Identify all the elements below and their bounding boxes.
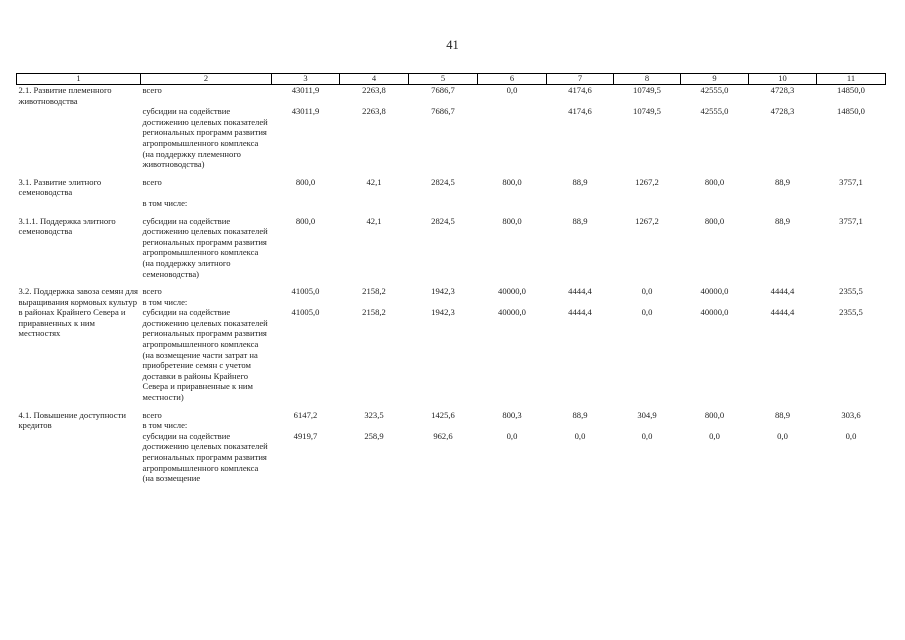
value-cell-col-9: 0,0 [709,430,720,441]
column-number-9: 9 [681,74,749,85]
table-row [17,216,886,280]
value-cell-col-9: 42555,0 [700,106,729,117]
funding-source-cell: в том числе: [142,197,188,208]
table-row [17,420,886,431]
value-cell-col-10: 88,9 [774,176,791,187]
value-cell-col-8 [614,198,681,209]
value-cell-col-10 [749,297,817,308]
spacer-cell [17,279,886,286]
column-number-6: 6 [478,74,547,85]
value-cell-col-8: 0,0 [641,307,653,318]
page-number: 41 [446,38,459,52]
value-cell-col-6: 40000,0 [498,307,526,318]
value-cell-col-5: 2824,5 [431,176,455,187]
column-number-1: 1 [17,74,141,85]
value-cell-col-6: 0,0 [506,430,518,441]
value-cell-col-3: 800,0 [295,176,316,187]
spacer-cell [17,209,886,216]
value-cell-col-3: 4919,7 [293,430,318,441]
value-cell-col-7: 0,0 [574,430,586,441]
value-cell-col-8: 304,9 [637,409,657,420]
value-cell-col-9 [681,420,749,431]
value-cell-col-5: 2824,5 [431,215,455,226]
value-cell-col-3 [272,420,340,431]
table-row [17,198,886,209]
spacer-cell [17,170,886,177]
value-cell-col-10: 88,9 [774,409,791,420]
measure-name-cell: 4.1. Повышение доступности кредитов [18,409,126,431]
value-cell-col-11 [817,420,886,431]
value-cell-col-4: 2158,2 [362,307,386,318]
column-number-header [17,74,886,85]
value-cell-col-4: 323,5 [364,409,384,420]
value-cell-col-6 [478,198,547,209]
value-cell-col-9: 40000,0 [700,286,729,297]
column-number-2: 2 [141,74,272,85]
measure-name-cell [17,106,141,170]
value-cell-col-8: 0,0 [641,286,653,297]
value-cell-col-9: 800,0 [704,215,725,226]
value-cell-col-4: 2263,8 [362,106,386,117]
value-cell-col-7: 88,9 [572,176,588,187]
value-cell-col-8: 1267,2 [635,176,659,187]
value-cell-col-4 [340,420,409,431]
value-cell-col-5 [409,198,478,209]
value-cell-col-11: 303,6 [841,409,861,420]
table-row [17,307,886,402]
value-cell-col-3: 41005,0 [291,307,320,318]
value-cell-col-6: 0,0 [506,85,518,95]
value-cell-col-10: 0,0 [777,430,788,441]
funding-source-cell: всего [142,176,162,187]
table-row [17,177,886,198]
table-row [17,410,886,421]
value-cell-col-4 [340,198,409,209]
value-cell-col-3 [272,198,340,209]
value-cell-col-4: 42,1 [366,215,382,226]
row-spacer [17,170,886,177]
value-cell-col-3: 800,0 [295,215,316,226]
column-number-4: 4 [340,74,409,85]
value-cell-col-10 [749,420,817,431]
value-cell-col-8: 10749,5 [633,106,661,117]
value-cell-col-7: 88,9 [572,215,588,226]
budget-table-container [16,73,885,484]
value-cell-col-11: 0,0 [845,430,857,441]
value-cell-col-5: 1942,3 [431,286,455,297]
value-cell-col-8: 0,0 [641,430,653,441]
value-cell-col-5: 1942,3 [431,307,455,318]
value-cell-col-3: 41005,0 [291,286,320,297]
value-cell-col-4: 2158,2 [362,286,386,297]
row-spacer [17,279,886,286]
value-cell-col-5: 7686,7 [431,106,455,117]
value-cell-col-8: 10749,5 [633,85,661,95]
column-number-5: 5 [409,74,478,85]
value-cell-col-9 [681,297,749,308]
value-cell-col-8: 1267,2 [635,215,659,226]
value-cell-col-7: 4174,6 [568,85,592,95]
value-cell-col-8 [614,297,681,308]
value-cell-col-6: 800,0 [502,215,522,226]
measure-name-cell: 3.1. Развитие элитного семеноводства [18,176,102,198]
table-row [17,106,886,170]
value-cell-col-11: 14850,0 [837,85,865,95]
value-cell-col-9: 800,0 [704,176,725,187]
funding-source-cell: субсидии на содействие достижению целевых показателей региональных программ развития агропромышленного комплекса (на возмещение части затрат на приобретение семян с учетом доставки в районы Крайнего Севера и приравненные к ним местности) [142,307,268,403]
table-row [17,431,886,484]
value-cell-col-11 [817,198,886,209]
column-number-7: 7 [547,74,614,85]
measure-name-cell: 3.2. Поддержка завоза семян для выращивания кормовых культур в районах Крайнего Севера и приравненных к ним местностях [18,286,138,339]
value-cell-col-11: 14850,0 [837,106,865,117]
value-cell-col-5: 7686,7 [431,85,455,95]
value-cell-col-11: 3757,1 [839,215,863,226]
value-cell-col-10 [749,198,817,209]
value-cell-col-7: 4444,4 [568,307,592,318]
value-cell-col-3 [272,297,340,308]
value-cell-col-7: 4444,4 [568,286,592,297]
value-cell-col-6 [478,106,547,170]
value-cell-col-8 [614,420,681,431]
budget-table [16,73,886,484]
value-cell-col-4 [340,297,409,308]
value-cell-col-6: 40000,0 [498,286,526,297]
spacer-cell [17,403,886,410]
funding-source-cell: всего [142,85,162,95]
measure-name-cell: 2.1. Развитие племенного животноводства [18,85,112,106]
funding-source-cell: всего [142,409,162,420]
table-row [17,286,886,297]
column-number-8: 8 [614,74,681,85]
table-row [17,85,886,107]
value-cell-col-7: 4174,6 [568,106,592,117]
table-row [17,297,886,308]
value-cell-col-11: 2355,5 [839,307,863,318]
column-number-3: 3 [272,74,340,85]
value-cell-col-7 [547,420,614,431]
funding-source-cell: субсидии на содействие достижению целевых показателей региональных программ развития агропромышленного комплекса (на поддержку элитного семеноводства) [142,215,268,279]
column-number-11: 11 [817,74,886,85]
value-cell-col-3: 43011,9 [291,106,320,117]
value-cell-col-7 [547,297,614,308]
funding-source-cell: всего [142,286,162,297]
funding-source-cell: субсидии на содействие достижению целевых показателей региональных программ развития агропромышленного комплекса (на возмещение [142,430,268,484]
value-cell-col-9: 40000,0 [700,307,729,318]
measure-name-cell: 3.1.1. Поддержка элитного семеноводства [18,215,116,237]
value-cell-col-6: 800,3 [502,409,522,420]
value-cell-col-11: 2355,5 [839,286,863,297]
value-cell-col-10: 88,9 [774,215,791,226]
value-cell-col-5 [409,420,478,431]
table-body [17,85,886,484]
value-cell-col-3: 6147,2 [293,409,318,420]
measure-name-cell [17,198,141,209]
funding-source-cell: в том числе: [142,296,188,307]
value-cell-col-11 [817,297,886,308]
row-spacer [17,403,886,410]
value-cell-col-9 [681,198,749,209]
value-cell-col-5: 962,6 [433,430,453,441]
value-cell-col-6: 800,0 [502,176,522,187]
funding-source-cell: в том числе: [142,420,188,431]
column-number-10: 10 [749,74,817,85]
funding-source-cell: субсидии на содействие достижению целевых показателей региональных программ развития агропромышленного комплекса (на поддержку племенного животноводства) [142,106,268,170]
value-cell-col-7 [547,198,614,209]
value-cell-col-9: 800,0 [704,409,725,420]
value-cell-col-3: 43011,9 [291,85,320,95]
value-cell-col-6 [478,297,547,308]
value-cell-col-10: 4728,3 [770,85,795,95]
value-cell-col-9: 42555,0 [700,85,729,95]
value-cell-col-4: 2263,8 [362,85,386,95]
value-cell-col-11: 3757,1 [839,176,863,187]
value-cell-col-10: 4444,4 [770,307,795,318]
value-cell-col-6 [478,420,547,431]
value-cell-col-5 [409,297,478,308]
value-cell-col-10: 4444,4 [770,286,795,297]
value-cell-col-4: 258,9 [364,430,384,441]
row-spacer [17,209,886,216]
value-cell-col-5: 1425,6 [431,409,455,420]
value-cell-col-10: 4728,3 [770,106,795,117]
value-cell-col-4: 42,1 [366,176,382,187]
value-cell-col-7: 88,9 [572,409,588,420]
